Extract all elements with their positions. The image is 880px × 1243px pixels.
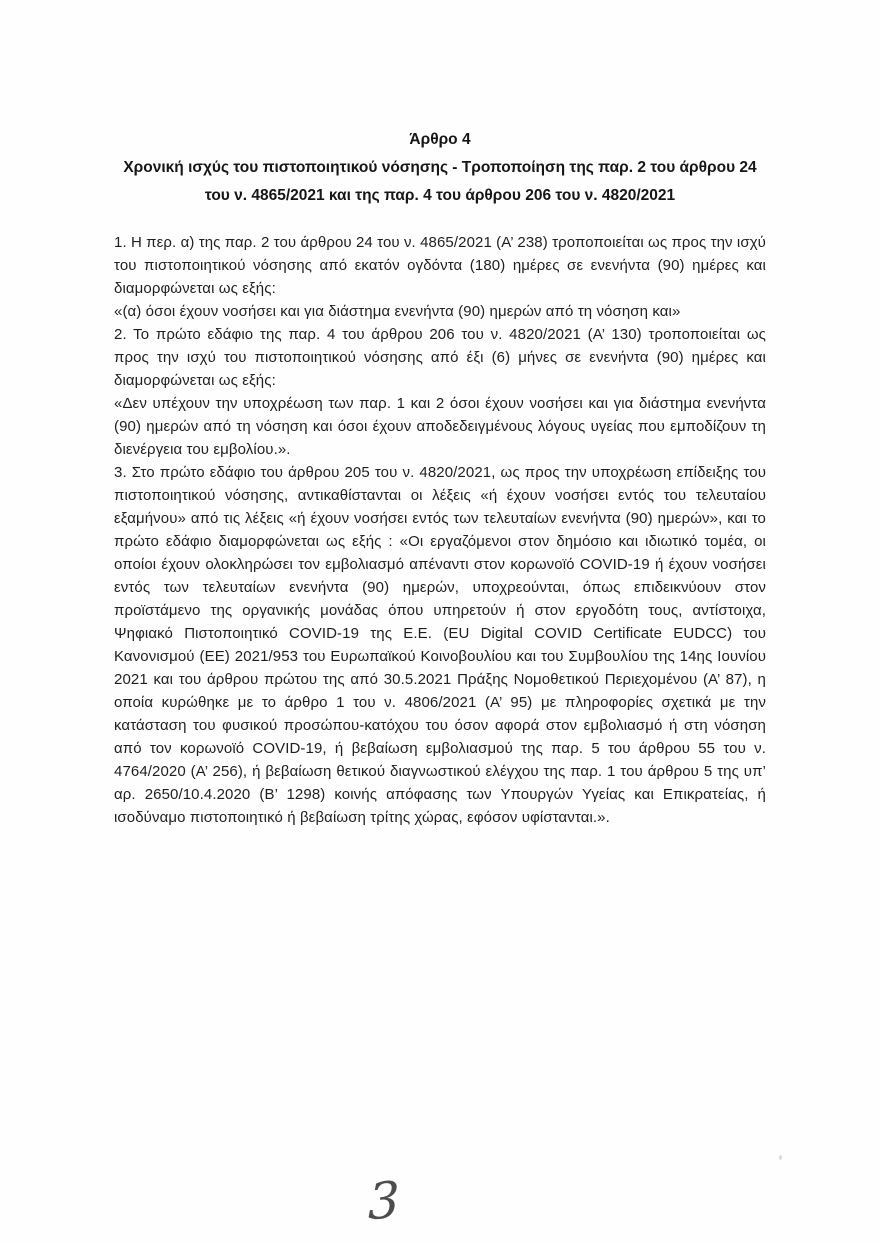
article-body: [114, 231, 766, 829]
article-subtitle: Χρονική ισχύς του πιστοποιητικού νόσησης - Τροποποίηση της παρ. 2 του άρθρου 24 του ν. 4865/2021 και της παρ. 4 του άρθρου 206 του ν. 4820/2021: [123, 159, 757, 204]
scan-ink-speck: [779, 1155, 782, 1160]
paragraph-quote-a: «(α) όσοι έχουν νοσήσει και για διάστημα ενενήντα (90) ημερών από τη νόσηση και»: [114, 303, 681, 320]
title-block: [114, 126, 766, 210]
article-heading: Άρθρο 4: [409, 131, 471, 148]
paragraph-2: 2. Το πρώτο εδάφιο της παρ. 4 του άρθρου 206 του ν. 4820/2021 (Α’ 130) τροποποιείται ως προς την ισχύ του πιστοποιητικού νόσησης από έξι (6) μήνες σε ενενήντα (90) ημέρες και διαμορφώνεται ως εξής:: [114, 326, 766, 389]
paragraph-quote-exemption: «Δεν υπέχουν την υποχρέωση των παρ. 1 και 2 όσοι έχουν νοσήσει και για διάστημα ενενήντα (90) ημερών από τη νόσηση και όσοι έχουν αποδεδειγμένους λόγους υγείας που εμποδίζουν τη διενέργεια του εμβολίου.».: [114, 395, 766, 458]
paragraph-3: 3. Στο πρώτο εδάφιο του άρθρου 205 του ν. 4820/2021, ως προς την υποχρέωση επίδειξης του πιστοποιητικού νόσησης, αντικαθίστανται οι λέξεις «ή έχουν νοσήσει εντός του τελευταίου εξαμήνου» από τις λέξεις «ή έχουν νοσήσει εντός των τελευταίων ενενήντα (90) ημερών», και το πρώτο εδάφιο διαμορφώνεται ως εξής : «Οι εργαζόμενοι στον δημόσιο και ιδιωτικό τομέα, οι οποίοι έχουν ολοκληρώσει τον εμβολιασμό απέναντι στον κορωνοϊό COVID-19 ή έχουν νοσήσει εντός των τελευταίων ενενήντα (90) ημερών, υποχρεούνται, όπως επιδεικνύουν στον προϊστάμενο της οργανικής μονάδας όπου υπηρετούν ή στον εργοδότη τους, αντίστοιχα, Ψηφιακό Πιστοποιητικό COVID-19 της Ε.Ε. (EU Digital COVID Certificate EUDCC) του Κανονισμού (ΕΕ) 2021/953 του Ευρωπαϊκού Κοινοβουλίου και του Συμβουλίου της 14ης Ιουνίου 2021 και του άρθρου πρώτου της από 30.5.2021 Πράξης Νομοθετικού Περιεχομένου (Α’ 87), η οποία κυρώθηκε με το άρθρο 1 του ν. 4806/2021 (Α’ 95) με πληροφορίες σχετικά με την κατάσταση του φυσικού προσώπου-κατόχου του όσον αφορά στον εμβολιασμό ή στη νόσηση από τον κορωνοϊό COVID-19, ή βεβαίωση εμβολιασμού της παρ. 5 του άρθρου 55 του ν. 4764/2020 (Α’ 256), ή βεβαίωση θετικού διαγνωστικού ελέγχου της παρ. 1 του άρθρου 5 της υπ’ αρ. 2650/10.4.2020 (Β’ 1298) κοινής απόφασης των Υπουργών Υγείας και Επικρατείας, ή ισοδύναμο πιστοποιητικό ή βεβαίωση τρίτης χώρας, εφόσον υφίστανται.».: [114, 464, 766, 826]
paragraph-1: 1. Η περ. α) της παρ. 2 του άρθρου 24 του ν. 4865/2021 (Α’ 238) τροποποιείται ως προς την ισχύ του πιστοποιητικού νόσησης από εκατόν ογδόντα (180) ημέρες σε ενενήντα (90) ημέρες και διαμορφώνεται ως εξής:: [114, 234, 766, 297]
handwritten-page-number: 3: [368, 1170, 400, 1232]
document-content: [114, 126, 766, 829]
